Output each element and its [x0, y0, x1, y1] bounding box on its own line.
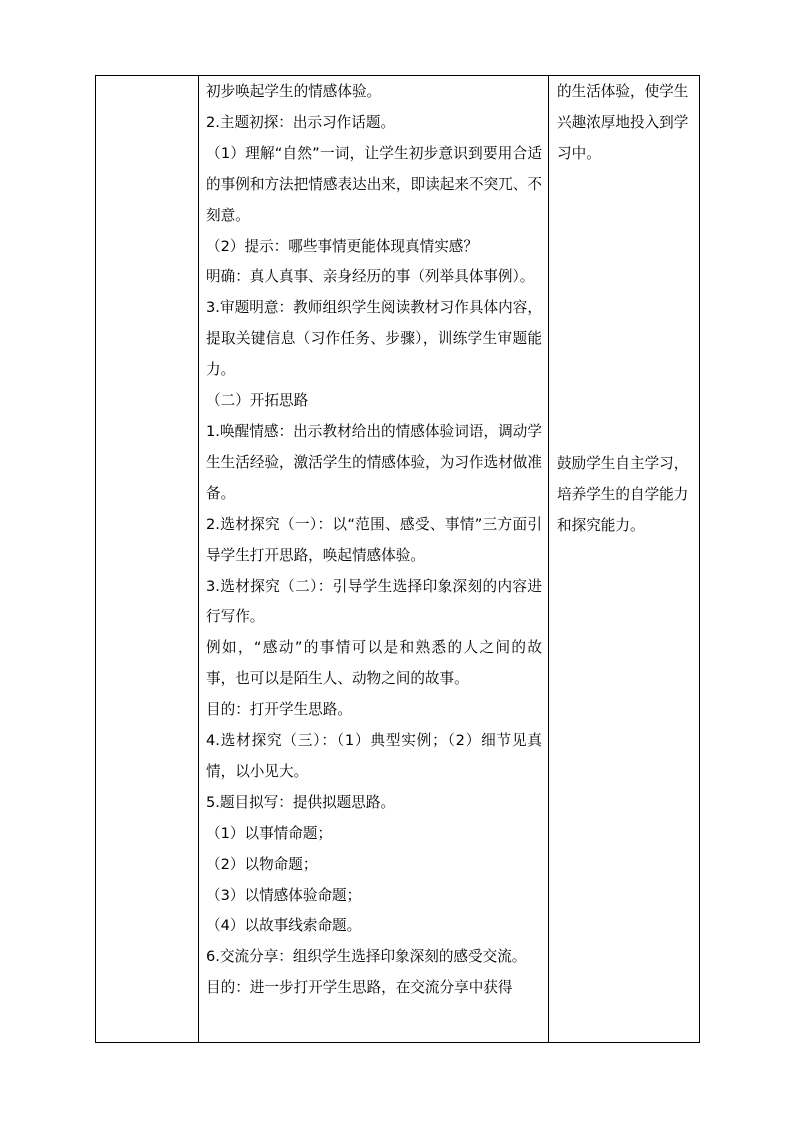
paragraph: 明确：真人真事、亲身经历的事（列举具体事例）。 [206, 268, 535, 286]
intent-paragraph: 的生活体验，使学生兴趣浓厚地投入到学习中。 [557, 83, 689, 162]
paragraph: （3）以情感体验命题； [206, 886, 362, 904]
paragraph: 2.选材探究（一）：以“范围、感受、事情”三方面引导学生打开思路，唤起情感体验。 [206, 515, 542, 564]
paragraph: 1.唤醒情感：出示教材给出的情感体验词语，调动学生生活经验，激活学生的情感体验，为习作选材做准备。 [206, 422, 542, 502]
paragraph: （1）以事情命题； [206, 824, 333, 842]
paragraph: 初步唤起学生的情感体验。 [206, 83, 382, 100]
paragraph: 例如，“感动”的事情可以是和熟悉的人之间的故事，也可以是陌生人、动物之间的故事。 [206, 639, 542, 688]
paragraph: 3.审题明意：教师组织学生阅读教材习作具体内容，提取关键信息（习作任务、步骤），训练学生审题能力。 [206, 299, 542, 379]
paragraph: 3.选材探究（二）：引导学生选择印象深刻的内容进行写作。 [206, 577, 542, 626]
paragraph: （2）提示：哪些事情更能体现真情实感？ [206, 237, 478, 255]
teaching-process-cell [199, 76, 549, 1043]
paragraph: 5.题目拟写：提供拟题思路。 [206, 793, 396, 811]
section-heading: （二）开拓思路 [206, 392, 309, 410]
teaching-process-text [199, 76, 548, 1004]
paragraph: 目的：打开学生思路。 [206, 701, 352, 719]
stage-cell [96, 76, 199, 1043]
paragraph: 6.交流分享：组织学生选择印象深刻的感受交流。 [206, 948, 527, 966]
table-row [96, 76, 700, 1043]
paragraph: 4.选材探究（三）：（1）典型实例；（2）细节见真情，以小见大。 [206, 732, 542, 780]
paragraph: （4）以故事线索命题。 [206, 917, 362, 935]
design-intent-cell [549, 76, 700, 1043]
lesson-plan-table [95, 75, 700, 1043]
paragraph: （2）以物命题； [206, 855, 318, 873]
paragraph: （1）理解“自然”一词，让学生初步意识到要用合适的事例和方法把情感表达出来，即读起来不突兀、不刻意。 [206, 144, 542, 224]
design-intent-text [549, 76, 699, 1043]
paragraph: 2.主题初探：出示习作话题。 [206, 113, 396, 131]
intent-paragraph: 鼓励学生自主学习，培养学生的自学能力和探究能力。 [557, 455, 689, 534]
paragraph: 目的：进一步打开学生思路，在交流分享中获得 [206, 979, 513, 997]
